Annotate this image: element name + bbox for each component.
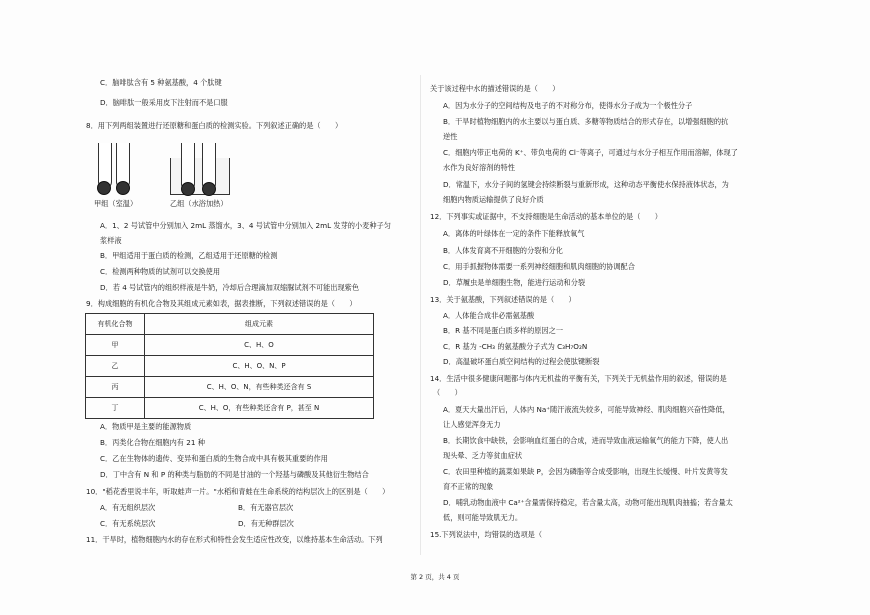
sample-dot — [202, 182, 216, 196]
table-cell: C、H、O，有些种类还含有 P，甚至 N — [145, 398, 374, 419]
option-line: 让人感觉浑身无力 — [443, 420, 501, 429]
question-10: 10．"稻花香里说丰年，听取蛙声一片。"水稻和青蛙在生命系统的结构层次上的区别是（ ） — [86, 487, 390, 496]
table-cell: 丙 — [86, 377, 145, 398]
option-line: C．农田里种植的蔬菜如果缺 P，会因为磷脂等合成受影响，出现生长缓慢、叶片发黄等发 — [443, 467, 728, 476]
question-12: 12．下列事实或证据中，不支持细胞是生命活动的基本单位的是（ ） — [430, 212, 662, 221]
option-line: A．物质甲是主要的能源物质 — [100, 422, 192, 431]
option-line: 逆性 — [443, 132, 458, 141]
option-line: D．丁中含有 N 和 P 的种类与脂肪的不同是甘油的一个羟基与磷酸及其他衍生物结合 — [100, 470, 369, 479]
option-line: A．因为水分子的空间结构及电子的不对称分布，使得水分子成为一个极性分子 — [443, 101, 693, 110]
option-line: 育不正常的现象 — [443, 482, 494, 491]
option-line: C．R 基为 -CH₃ 的氨基酸分子式为 C₃H₇O₂N — [443, 342, 588, 351]
table-cell: 甲 — [86, 335, 145, 356]
table-cell: C、H、O、N、P — [145, 356, 374, 377]
option-line: D．哺乳动物血液中 Ca²⁺含量需保持稳定，若含量太高，动物可能出现肌肉抽搐；若含量太 — [443, 498, 733, 507]
option-line: C．有无系统层次 — [100, 519, 156, 528]
question-11: 11．干旱时，植物细胞内水的存在形式和特性会发生适应性改变，以维持基本生命活动。下列 — [86, 535, 383, 544]
option-line: B．有无器官层次 — [238, 503, 294, 512]
composition-table — [85, 313, 374, 419]
option-line: B．丙类化合物在细胞内有 21 种 — [100, 438, 205, 447]
table-header-cell: 有机化合物 — [86, 314, 145, 335]
option-line: B．甲组适用于蛋白质的检测，乙组适用于还原糖的检测 — [100, 251, 278, 260]
table-row — [86, 377, 374, 398]
question-9: 9．构成细胞的有机化合物及其组成元素如表，据表推断，下列叙述错误的是（ ） — [86, 299, 357, 308]
option-line: B．干旱时植物细胞内的水主要以与蛋白质、多糖等物质结合的形式存在，以增强细胞的抗 — [443, 117, 729, 126]
option-line: B．长期饮食中缺铁，会影响血红蛋白的合成，进而导致血液运输氧气的能力下降，使人出 — [443, 436, 729, 445]
option-line: D．脑啡肽一般采用皮下注射而不是口服 — [100, 98, 228, 107]
page-footer: 第 2 页，共 4 页 — [410, 573, 460, 581]
table-row — [86, 398, 374, 419]
option-line: C．用手抓握物体需要一系列神经细胞和肌肉细胞的协调配合 — [443, 262, 635, 271]
option-line: D．若 4 号试管内的组织样液是牛奶，冷却后合理滴加双缩脲试剂不可能出现紫色 — [100, 283, 360, 292]
option-line: C．脑啡肽含有 5 种氨基酸，4 个肽键 — [100, 78, 222, 87]
table-cell: C、H、O — [145, 335, 374, 356]
option-line: 低，则可能导致肌无力。 — [443, 513, 523, 522]
table-header-row — [86, 314, 374, 335]
question-13: 13．关于氨基酸，下列叙述错误的是（ ） — [430, 295, 576, 304]
option-line: D．高温破坏蛋白质空间结构的过程会使肽键断裂 — [443, 357, 600, 366]
option-line: B．人体发育离不开细胞的分裂和分化 — [443, 246, 563, 255]
option-line: C．细胞内带正电荷的 K⁺、带负电荷的 Cl⁻等离子，可通过与水分子相互作用而溶解，体现了 — [443, 148, 738, 157]
option-line: A．夏天大量出汗后，人体内 Na⁺随汗液流失较多，可能导致神经、肌肉细胞兴奋性降低， — [443, 405, 730, 414]
option-line: A．1、2 号试管中分别加入 2mL 蒸馏水，3、4 号试管中分别加入 2mL 发芽的小麦种子匀 — [100, 221, 391, 230]
option-line: D．常温下，水分子间的氢键会持续断裂与重新形成，这种动态平衡使水保持液体状态，为 — [443, 180, 729, 189]
option-line: 现头晕、乏力等贫血症状 — [443, 451, 523, 460]
option-line: D．有无种群层次 — [238, 519, 294, 528]
option-line: A．离体的叶绿体在一定的条件下能释放氧气 — [443, 229, 585, 238]
question-14: 14．生活中很多健康问题都与体内无机盐的平衡有关，下列关于无机盐作用的叙述，错误的是 — [430, 374, 727, 383]
question-15: 15.下列说法中，均错误的选项是（ — [430, 530, 543, 539]
table-header-cell: 组成元素 — [145, 314, 374, 335]
sample-dot — [116, 181, 130, 195]
option-line: C．检测两种物质的试剂可以交换使用 — [100, 267, 221, 276]
table-cell: C、H、O、N，有些种类还含有 S — [145, 377, 374, 398]
sample-dot — [97, 181, 111, 195]
option-line: C．乙在生物体的遗传、变异和蛋白质的生物合成中具有极其重要的作用 — [100, 454, 328, 463]
group-b-label: 乙组（水浴加热） — [170, 199, 228, 208]
sample-dot — [181, 182, 195, 196]
question-8: 8．用下列两组装置进行还原糖和蛋白质的检测实验。下列叙述正确的是（ ） — [86, 121, 343, 130]
option-line: 细胞内物质运输提供了良好介质 — [443, 195, 544, 204]
question-14-cont: （ ） — [433, 388, 462, 397]
water-bath-beaker — [170, 158, 230, 195]
option-line: 浆样液 — [100, 236, 122, 245]
group-a-label: 甲组（室温） — [94, 199, 138, 208]
option-line: A．有无组织层次 — [100, 503, 156, 512]
option-line: D．草履虫是单细胞生物，能进行运动和分裂 — [443, 278, 586, 287]
table-row — [86, 356, 374, 377]
option-line: A．人体能合成非必需氨基酸 — [443, 311, 535, 320]
question-11-cont: 关于该过程中水的描述错误的是（ ） — [430, 84, 560, 93]
column-divider — [420, 75, 421, 555]
option-line: B．R 基不同是蛋白质多样的原因之一 — [443, 326, 564, 335]
table-cell: 丁 — [86, 398, 145, 419]
table-cell: 乙 — [86, 356, 145, 377]
option-line: 水作为良好溶剂的特性 — [443, 163, 515, 172]
table-row — [86, 335, 374, 356]
